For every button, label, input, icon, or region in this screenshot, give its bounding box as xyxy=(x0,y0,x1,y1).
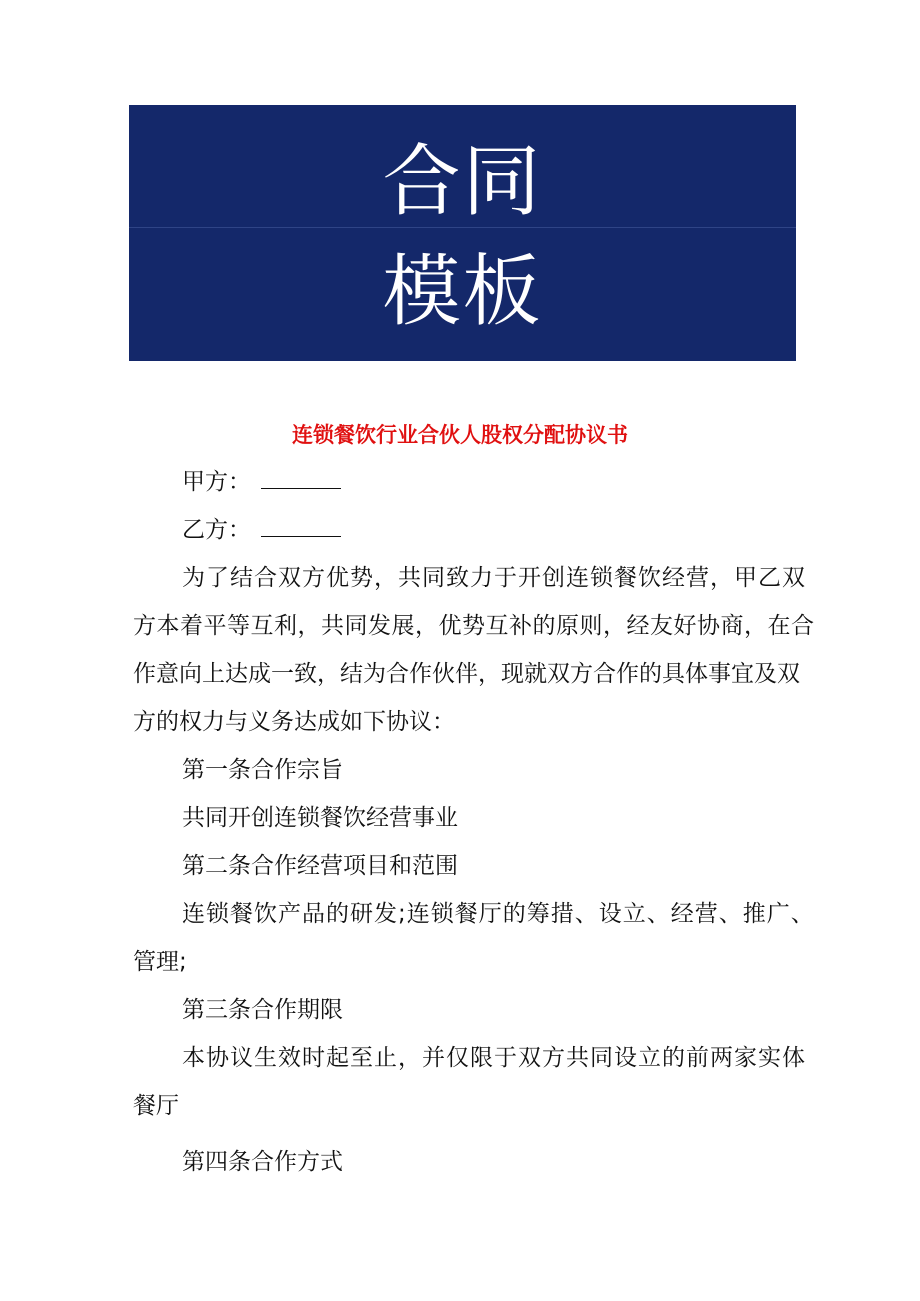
body-line: 为了结合双方优势，共同致力于开创连锁餐饮经营，甲乙双 xyxy=(182,565,806,591)
article-heading: 第一条合作宗旨 xyxy=(182,757,343,783)
banner-title-line-1: 合同 xyxy=(382,137,543,227)
body-line: 餐厅 xyxy=(133,1093,179,1119)
body-line: 本协议生效时起至止，并仅限于双方共同设立的前两家实体 xyxy=(182,1045,806,1071)
article-heading: 第四条合作方式 xyxy=(182,1149,343,1175)
cover-banner xyxy=(129,105,796,361)
document-title: 连锁餐饮行业合伙人股权分配协议书 xyxy=(292,423,628,447)
body-line: 方的权力与义务达成如下协议： xyxy=(133,709,455,735)
body-line: 共同开创连锁餐饮经营事业 xyxy=(182,805,458,831)
body-line: 管理; xyxy=(133,949,187,975)
party-a-label: 甲方： xyxy=(182,469,251,495)
banner-divider xyxy=(129,227,796,228)
body-line: 方本着平等互利，共同发展，优势互补的原则，经友好协商，在合 xyxy=(133,613,815,639)
body-line: 连锁餐饮产品的研发;连锁餐厅的筹措、设立、经营、推广、 xyxy=(182,901,815,927)
party-b-row xyxy=(182,515,341,545)
party-b-blank xyxy=(261,516,341,537)
party-a-row xyxy=(182,467,341,497)
party-a-blank xyxy=(261,468,341,489)
party-b-label: 乙方： xyxy=(182,517,251,543)
article-heading: 第三条合作期限 xyxy=(182,997,343,1023)
article-heading: 第二条合作经营项目和范围 xyxy=(182,853,458,879)
body-line: 作意向上达成一致，结为合作伙伴，现就双方合作的具体事宜及双 xyxy=(133,661,800,687)
banner-title-line-2: 模板 xyxy=(382,247,543,337)
